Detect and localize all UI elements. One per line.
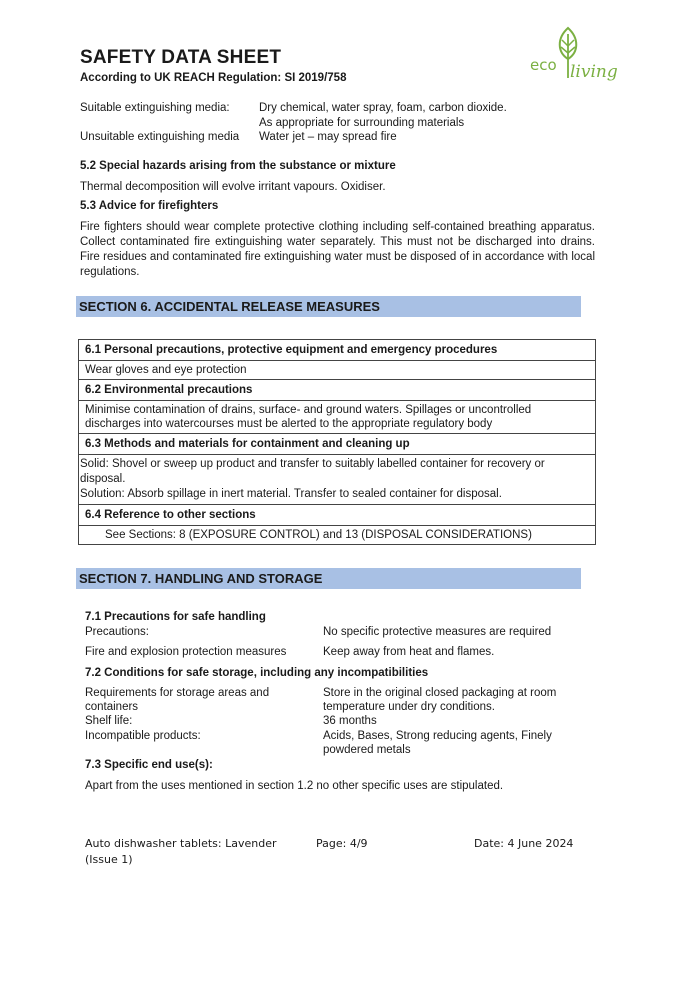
paragraph-6-3-line-2: disposal. <box>80 473 126 485</box>
footer-product-name: Auto dishwasher tablets: Lavender <box>85 837 277 850</box>
incompatible-products-label: Incompatible products: <box>85 730 201 742</box>
ecoliving-logo <box>528 26 620 88</box>
footer-page-number: Page: 4/9 <box>316 837 368 850</box>
footer-date: Date: 4 June 2024 <box>474 837 574 850</box>
paragraph-6-4: See Sections: 8 (EXPOSURE CONTROL) and 13 (DISPOSAL CONSIDERATIONS) <box>79 526 596 545</box>
heading-7-1: 7.1 Precautions for safe handling <box>85 611 266 623</box>
fire-protection-label: Fire and explosion protection measures <box>85 646 287 658</box>
incompatible-products-value-2: powdered metals <box>323 744 411 756</box>
storage-requirements-value-2: temperature under dry conditions. <box>323 701 495 713</box>
suitable-media-value-1: Dry chemical, water spray, foam, carbon dioxide. <box>259 102 507 114</box>
logo-text-eco: eco <box>530 56 557 74</box>
heading-6-2: 6.2 Environmental precautions <box>79 380 596 401</box>
paragraph-6-3-line-3: Solution: Absorb spillage in inert material. Transfer to sealed container for disposal. <box>80 488 502 500</box>
precautions-value: No specific protective measures are required <box>323 626 552 638</box>
fire-protection-value: Keep away from heat and flames. <box>323 646 495 658</box>
document-title: SAFETY DATA SHEET <box>80 47 282 68</box>
unsuitable-media-value: Water jet – may spread fire <box>259 131 397 143</box>
heading-6-4: 6.4 Reference to other sections <box>79 505 596 526</box>
suitable-media-value-2: As appropriate for surrounding materials <box>259 117 465 129</box>
section-6-table <box>78 339 596 545</box>
incompatible-products-value-1: Acids, Bases, Strong reducing agents, Finely <box>323 730 552 742</box>
heading-7-2: 7.2 Conditions for safe storage, including any incompatibilities <box>85 667 429 679</box>
paragraph-5-2: Thermal decomposition will evolve irritant vapours. Oxidiser. <box>80 181 386 193</box>
unsuitable-media-label: Unsuitable extinguishing media <box>80 131 240 143</box>
paragraph-6-1: Wear gloves and eye protection <box>79 361 596 380</box>
storage-requirements-label-1: Requirements for storage areas and <box>85 687 270 699</box>
paragraph-6-2 <box>79 401 596 434</box>
heading-5-3: 5.3 Advice for firefighters <box>80 200 219 212</box>
paragraph-6-2-line-1: Minimise contamination of drains, surface- and ground waters. Spillages or uncontrolled <box>85 404 532 416</box>
section-7-heading: SECTION 7. HANDLING AND STORAGE <box>76 568 581 589</box>
paragraph-5-3: Fire fighters should wear complete protective clothing including self-contained breathing apparatus. Collect contaminated fire extinguishing water separately. This must not be discharged into drains. Fire residues and contaminated fire extinguishing water must be disposed of in accordance with local regulations. <box>80 221 595 278</box>
storage-requirements-value-1: Store in the original closed packaging at room <box>323 687 557 699</box>
paragraph-7-3: Apart from the uses mentioned in section 1.2 no other specific uses are stipulated. <box>85 780 504 792</box>
heading-6-3: 6.3 Methods and materials for containment and cleaning up <box>79 434 596 455</box>
paragraph-6-3-line-1: Solid: Shovel or sweep up product and transfer to suitably labelled container for recovery or <box>80 458 545 470</box>
heading-5-2: 5.2 Special hazards arising from the substance or mixture <box>80 160 396 172</box>
section-6-heading: SECTION 6. ACCIDENTAL RELEASE MEASURES <box>76 296 581 317</box>
footer-issue: (Issue 1) <box>85 853 133 866</box>
regulation-subtitle: According to UK REACH Regulation: SI 2019/758 <box>80 72 347 84</box>
shelf-life-value: 36 months <box>323 715 377 727</box>
heading-6-1: 6.1 Personal precautions, protective equipment and emergency procedures <box>79 340 596 361</box>
footer-product <box>85 836 277 868</box>
precautions-label: Precautions: <box>85 626 149 638</box>
shelf-life-label: Shelf life: <box>85 715 133 727</box>
suitable-media-label: Suitable extinguishing media: <box>80 102 230 114</box>
paragraph-6-2-line-2: discharges into watercourses must be alerted to the appropriate regulatory body <box>85 418 493 430</box>
heading-7-3: 7.3 Specific end use(s): <box>85 759 213 771</box>
storage-requirements-label-2: containers <box>85 701 139 713</box>
logo-text-living: living <box>570 62 618 82</box>
paragraph-6-3 <box>79 455 596 505</box>
